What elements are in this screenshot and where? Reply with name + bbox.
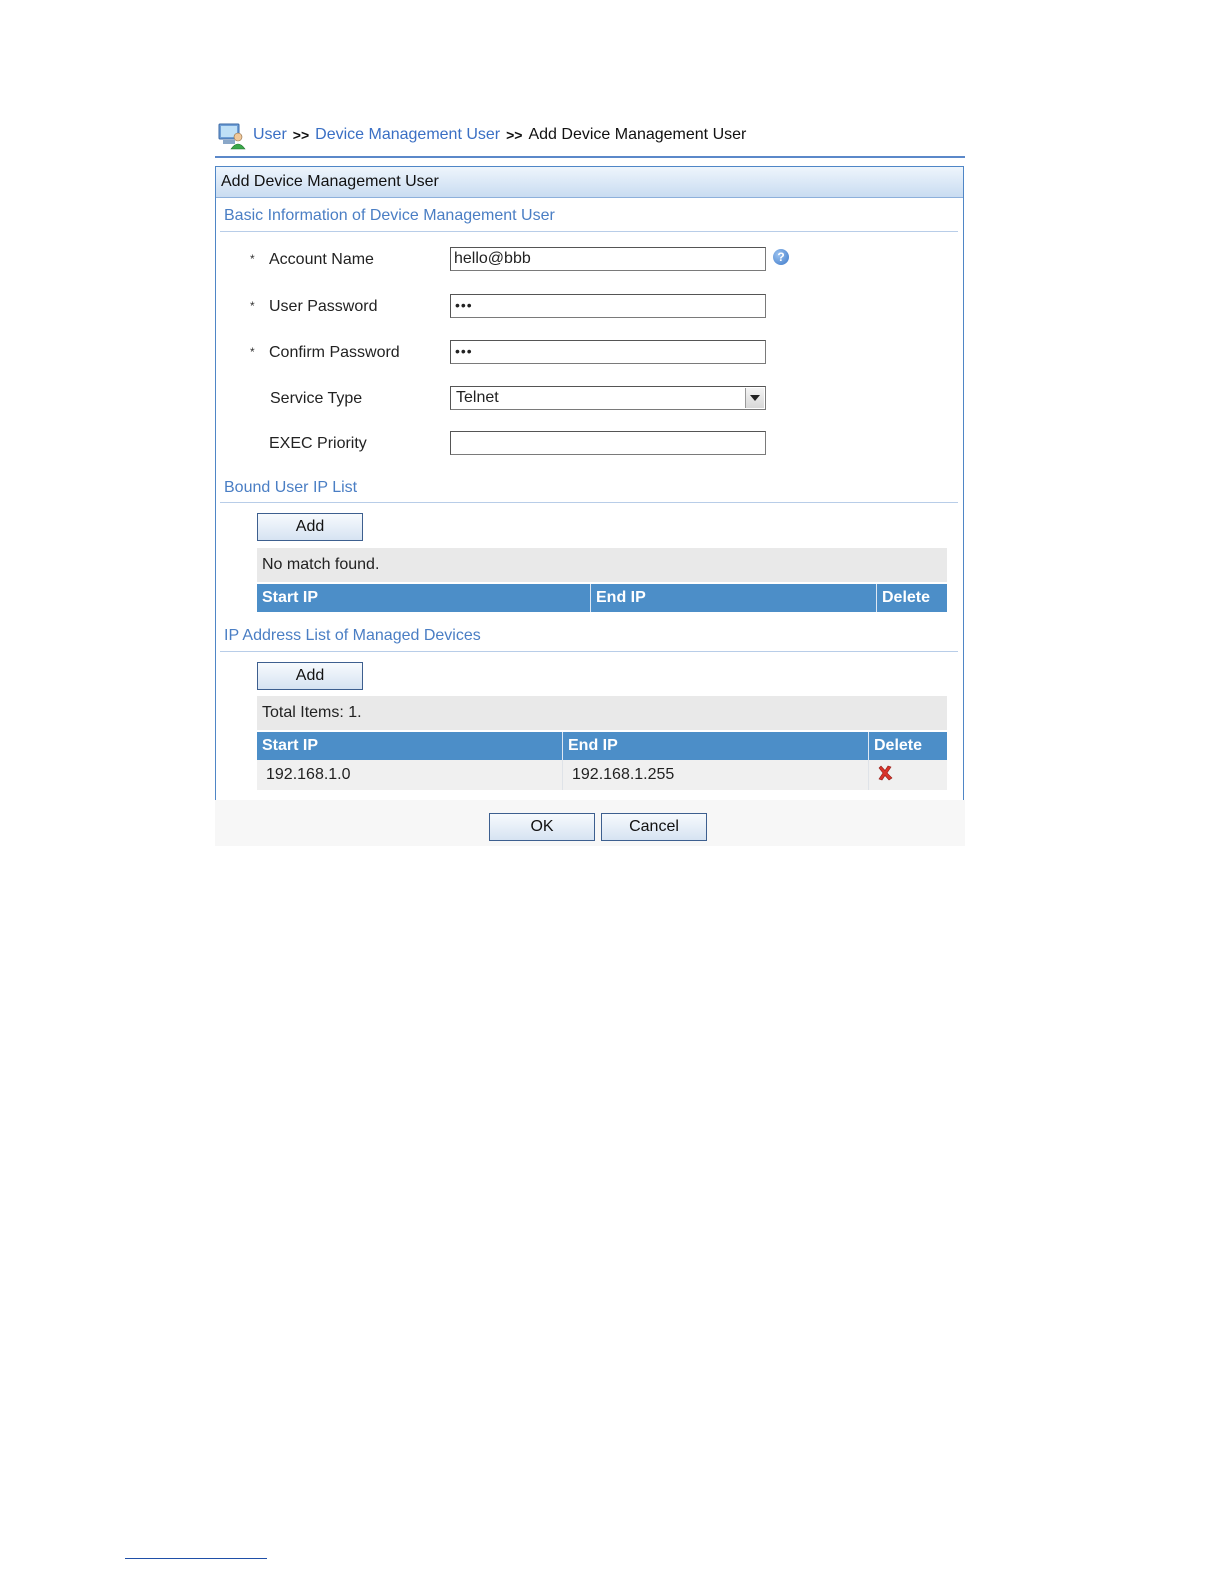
section-title-basic-info: Basic Information of Device Management User [224, 207, 555, 224]
section-divider [220, 231, 958, 232]
section-divider [220, 502, 958, 503]
breadcrumb-link-device-management-user[interactable]: Device Management User [315, 126, 501, 143]
help-icon[interactable]: ? [773, 249, 789, 265]
breadcrumb-current: Add Device Management User [528, 126, 747, 143]
account-name-input[interactable] [450, 247, 766, 271]
service-type-select[interactable] [450, 386, 766, 410]
password-mask: ••• [455, 343, 473, 359]
breadcrumb-separator: >> [292, 127, 310, 143]
user-password-input[interactable] [450, 294, 766, 318]
breadcrumb-divider [215, 156, 965, 158]
section-divider [220, 651, 958, 652]
column-header-end-ip: End IP [563, 732, 869, 760]
column-header-delete: Delete [869, 732, 948, 760]
confirm-password-row [216, 340, 963, 368]
breadcrumb-link-user[interactable]: User [253, 126, 287, 143]
bound-ip-status: No match found. [257, 548, 947, 582]
footnote-divider [125, 1558, 267, 1559]
password-mask: ••• [455, 297, 473, 313]
end-ip-cell: 192.168.1.255 [563, 760, 869, 790]
required-marker: * [250, 345, 255, 359]
account-name-label: Account Name [269, 251, 374, 268]
required-marker: * [250, 299, 255, 313]
delete-cell [869, 760, 948, 790]
service-type-row [216, 386, 963, 414]
start-ip-cell: 192.168.1.0 [257, 760, 563, 790]
cancel-button[interactable]: Cancel [601, 813, 707, 841]
breadcrumb [217, 116, 965, 154]
managed-ip-table [257, 732, 947, 790]
managed-ip-status: Total Items: 1. [257, 696, 947, 730]
exec-priority-input[interactable] [450, 431, 766, 455]
delete-x-icon[interactable] [876, 764, 894, 782]
required-marker: * [250, 252, 255, 266]
section-title-bound-ip: Bound User IP List [224, 479, 358, 496]
column-header-end-ip: End IP [591, 584, 877, 612]
table-row [257, 760, 947, 790]
add-bound-ip-button[interactable]: Add [257, 513, 363, 541]
confirm-password-input[interactable] [450, 340, 766, 364]
panel-title: Add Device Management User [216, 167, 963, 198]
section-title-managed-ip: IP Address List of Managed Devices [224, 627, 481, 644]
table-header-row [257, 584, 947, 612]
service-type-label: Service Type [270, 390, 363, 407]
user-password-label: User Password [269, 298, 378, 315]
exec-priority-label: EXEC Priority [269, 435, 367, 452]
table-header-row [257, 732, 947, 760]
add-user-panel [215, 166, 964, 801]
add-managed-ip-button[interactable]: Add [257, 662, 363, 690]
ok-button[interactable]: OK [489, 813, 595, 841]
bound-ip-table [257, 584, 947, 612]
user-password-row [216, 294, 963, 322]
breadcrumb-separator: >> [506, 127, 523, 143]
confirm-password-label: Confirm Password [269, 344, 400, 361]
column-header-delete: Delete [877, 584, 948, 612]
column-header-start-ip: Start IP [257, 732, 563, 760]
service-type-value: Telnet [456, 389, 499, 406]
exec-priority-row [216, 431, 963, 459]
account-name-row [216, 247, 963, 275]
user-management-icon [217, 120, 247, 150]
column-header-start-ip: Start IP [257, 584, 591, 612]
chevron-down-icon[interactable] [745, 388, 764, 408]
